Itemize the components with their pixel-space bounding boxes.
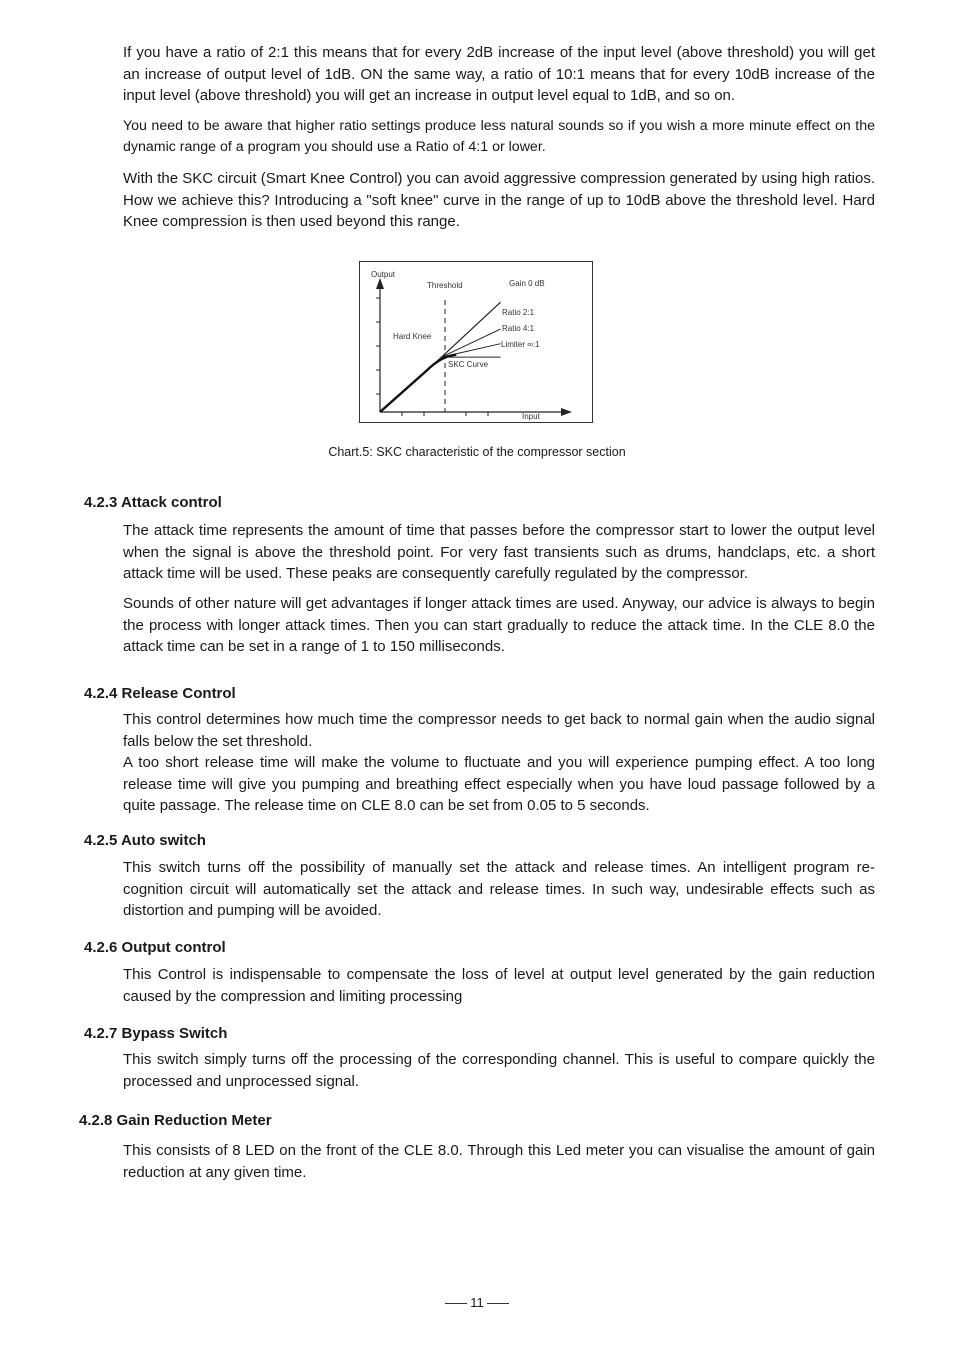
output-paragraph: This Control is indispensable to compensate the loss of level at output level generated by the gain reduction caused by the compression and limiting processing <box>123 966 875 1005</box>
y-axis-arrow <box>376 278 384 289</box>
attack-paragraph-1: The attack time represents the amount of time that passes before the compressor start to lower the output level when the signal is above the threshold point. For very fast transients such as drums, handclaps, etc. a short attack time will be used. These peaks are consequently carefully regulated by the compressor. <box>123 522 875 583</box>
gain-label: Gain 0 dB <box>509 279 545 288</box>
intro-paragraph-skc: With the SKC circuit (Smart Knee Control) you can avoid aggressive compression generated by using high ratios. How we achieve this? Introducing a "soft knee" curve in the range of up to 10dB above the threshold level. Hard Knee compression is then used beyond this range. <box>123 170 875 231</box>
bypass-paragraph: This switch simply turns off the processing of the corresponding channel. This is useful to compare quickly the processed and unprocessed signal. <box>123 1051 875 1090</box>
ratio-4-label: Ratio 4:1 <box>502 324 535 333</box>
section-heading-attack: 4.2.3 Attack control <box>84 494 222 511</box>
auto-switch-paragraph: This switch turns off the possibility of manually set the attack and release times. An intelligent program re-cognition circuit will automatically set the attack and release times. In such way, undesirable effects such as distortion and pumping will be avoided. <box>123 859 875 920</box>
section-heading-auto-switch: 4.2.5 Auto switch <box>84 832 206 849</box>
release-paragraph-1: This control determines how much time the compressor needs to get back to normal gain when the audio signal falls below the set threshold. <box>123 711 875 750</box>
gain-reduction-paragraph: This consists of 8 LED on the front of the CLE 8.0. Through this Led meter you can visualise the amount of gain reduction at any given time. <box>123 1142 875 1181</box>
footer-dash-right <box>487 1303 509 1304</box>
x-axis-arrow <box>561 408 572 416</box>
section-heading-release: 4.2.4 Release Control <box>84 685 236 702</box>
section-heading-output: 4.2.6 Output control <box>84 939 226 956</box>
chart-caption: Chart.5: SKC characteristic of the compressor section <box>328 445 626 459</box>
footer-dash-left <box>445 1303 467 1304</box>
page-number: 11 <box>470 1295 484 1310</box>
series-line-ratio-2-1 <box>442 329 501 357</box>
section-heading-bypass: 4.2.7 Bypass Switch <box>84 1025 228 1042</box>
intro-paragraph-ratio: If you have a ratio of 2:1 this means that for every 2dB increase of the input level (above threshold) you will get an increase of output level of 1dB. ON the same way, a ratio of 10:1 means that for every 10dB increase of the input level (above threshold) you will get an increase in output level equal to 1dB, and so on. <box>123 44 875 105</box>
skc-chart-svg <box>360 262 594 424</box>
intro-paragraph-ratio-advice: You need to be aware that higher ratio settings produce less natural sounds so if you wish a more minute effect on the dynamic range of a program you should use a Ratio of 4:1 or lower. <box>123 118 875 155</box>
page-footer <box>0 1295 954 1310</box>
threshold-label: Threshold <box>427 281 463 290</box>
x-axis-label: Input <box>522 412 540 421</box>
y-axis-label: Output <box>371 270 396 279</box>
hard-knee-label: Hard Knee <box>393 332 432 341</box>
release-paragraph-2: A too short release time will make the volume to fluctuate and you will experience pumping effect. A too long release time will give you pumping and breathing effect especially when you have loud passage followed by a quite passage. The release time on CLE 8.0 can be set from 0.05 to 5 seconds. <box>123 754 875 815</box>
ratio-2-label: Ratio 2:1 <box>502 308 535 317</box>
attack-paragraph-2: Sounds of other nature will get advantages if longer attack times are used. Anyway, our advice is always to begin the process with longer attack times. Then you can start gradually to reduce the attack time. In the CLE 8.0 the attack time can be set in a range of 1 to 150 milliseconds. <box>123 595 875 656</box>
skc-curve-label: SKC Curve <box>448 360 489 369</box>
section-heading-gain-reduction: 4.2.8 Gain Reduction Meter <box>79 1112 272 1129</box>
limiter-label: Limiter ∞:1 <box>501 340 540 349</box>
skc-chart <box>359 261 593 423</box>
